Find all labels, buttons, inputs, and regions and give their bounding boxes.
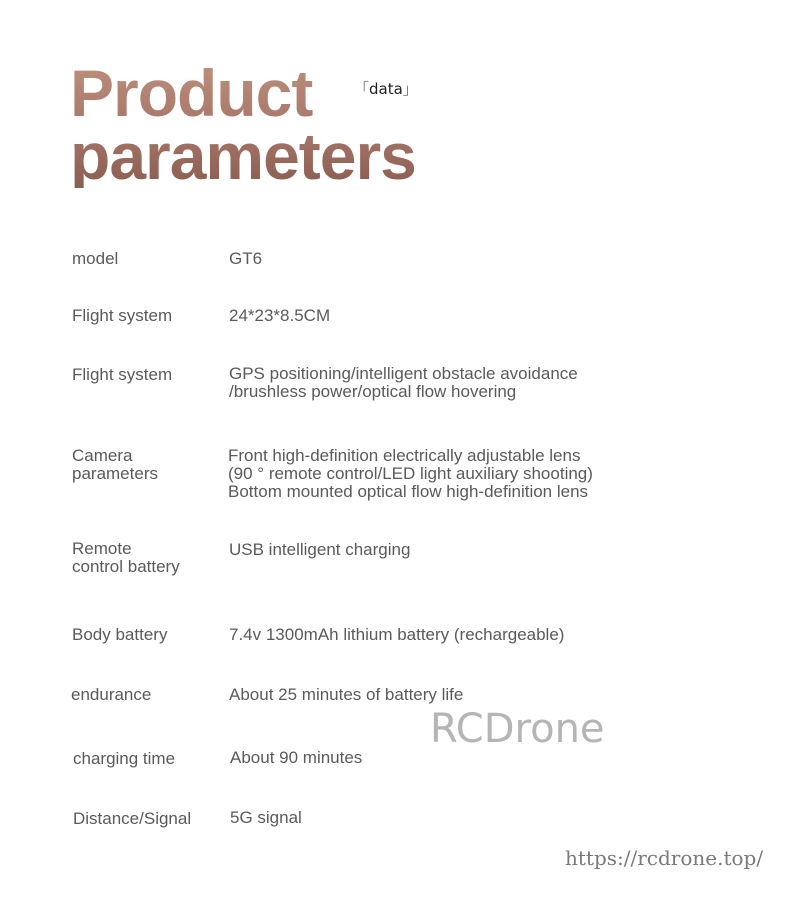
param-label-charging-time: charging time	[73, 749, 176, 768]
param-label-remote-battery: Remote control battery	[72, 539, 180, 576]
param-value-model: GT6	[229, 249, 263, 268]
param-label-body-battery: Body battery	[72, 625, 168, 644]
param-value-camera: Front high-definition electrically adjustable lens (90 ° remote control/LED light auxiliary shooting) Bottom mounted optical flow high-definition lens	[228, 446, 593, 501]
param-label-flight-system: Flight system	[72, 365, 173, 384]
param-value-size: 24*23*8.5CM	[229, 306, 331, 325]
param-label-distance: Distance/Signal	[73, 809, 192, 828]
title-line-1: Product	[70, 56, 313, 130]
param-value-body-battery: 7.4v 1300mAh lithium battery (rechargeable)	[229, 625, 565, 644]
param-label-endurance: endurance	[71, 685, 152, 704]
title-line-2: parameters	[70, 119, 416, 193]
param-value-remote-battery: USB intelligent charging	[229, 540, 411, 559]
param-label-camera: Camera parameters	[72, 446, 158, 483]
footer-url: https://rcdrone.top/	[565, 846, 764, 870]
param-value-flight-system: GPS positioning/intelligent obstacle avoidance /brushless power/optical flow hovering	[229, 364, 578, 401]
param-value-endurance: About 25 minutes of battery life	[229, 685, 464, 704]
watermark: RCDrone	[430, 706, 605, 752]
param-label-size: Flight system	[72, 306, 173, 325]
param-value-charging-time: About 90 minutes	[230, 748, 363, 767]
param-label-model: model	[72, 249, 119, 268]
data-tag: 「data」	[354, 80, 418, 98]
param-value-distance: 5G signal	[230, 808, 302, 827]
